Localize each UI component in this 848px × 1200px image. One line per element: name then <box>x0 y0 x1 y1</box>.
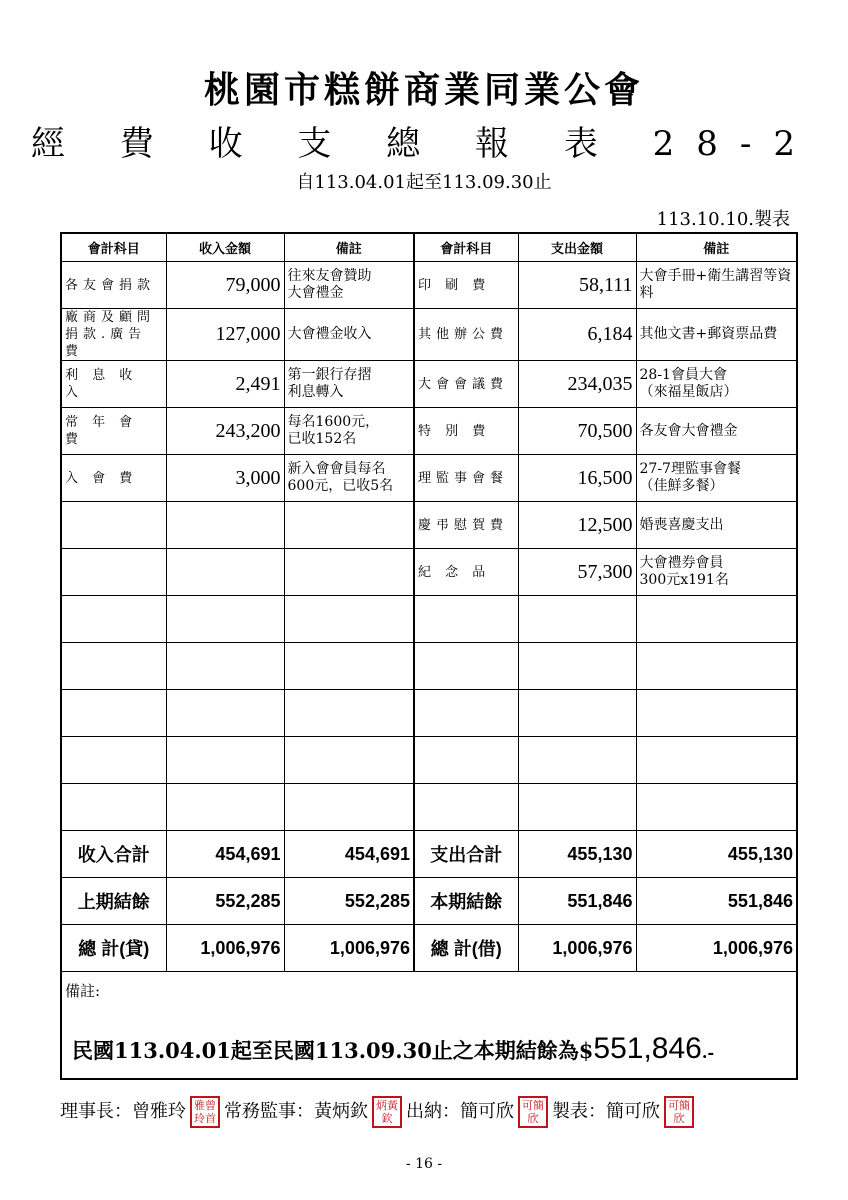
income-amount <box>166 784 284 831</box>
expense-note: 27-7理監事會餐 （佳鮮多餐） <box>636 455 797 502</box>
signature-label: 常務監事：黃炳欽 <box>224 1101 368 1122</box>
expense-amount <box>518 690 636 737</box>
table-row <box>61 361 797 408</box>
expense-amount <box>518 643 636 690</box>
expense-note <box>636 784 797 831</box>
income-item: 利 息 收 入 <box>61 361 166 408</box>
income-item: 入 會 費 <box>61 455 166 502</box>
expense-item: 其他辦公費 <box>414 309 518 361</box>
expense-amount <box>518 784 636 831</box>
expense-item: 印 刷 費 <box>414 262 518 309</box>
signature-label: 製表：簡可欣 <box>552 1101 660 1122</box>
seal-stamp: 雅曾 玲首 <box>190 1096 220 1128</box>
income-note: 新入會會員每名 600元，已收5名 <box>284 455 414 502</box>
page-number: - 16 - <box>405 1156 443 1172</box>
total-note: 552,285 <box>284 878 414 925</box>
expense-amount <box>518 737 636 784</box>
table-row <box>61 784 797 831</box>
expense-amount <box>518 596 636 643</box>
income-amount: 3,000 <box>166 455 284 502</box>
column-header: 會計科目 <box>414 233 518 262</box>
remark-label: 備註: <box>61 972 797 1021</box>
income-item <box>61 784 166 831</box>
expense-item: 大會會議費 <box>414 361 518 408</box>
income-amount <box>166 596 284 643</box>
expense-amount: 234,035 <box>518 361 636 408</box>
income-note <box>284 690 414 737</box>
column-header: 備註 <box>636 233 797 262</box>
total-amount: 454,691 <box>166 831 284 878</box>
income-note: 每名1600元， 已收152名 <box>284 408 414 455</box>
total-row <box>61 925 797 972</box>
income-amount <box>166 643 284 690</box>
income-note: 往來友會贊助 大會禮金 <box>284 262 414 309</box>
income-amount: 2,491 <box>166 361 284 408</box>
expense-note <box>636 737 797 784</box>
expense-amount: 58,111 <box>518 262 636 309</box>
income-amount <box>166 549 284 596</box>
income-note <box>284 502 414 549</box>
expense-note <box>636 596 797 643</box>
income-item <box>61 643 166 690</box>
income-item: 常 年 會 費 <box>61 408 166 455</box>
expense-item <box>414 784 518 831</box>
seal-stamp: 可簡 欣 <box>664 1096 694 1128</box>
expense-item <box>414 643 518 690</box>
column-header: 支出金額 <box>518 233 636 262</box>
balance-summary <box>61 1020 797 1079</box>
finance-table <box>60 232 798 1080</box>
total-note: 1,006,976 <box>636 925 797 972</box>
expense-item <box>414 737 518 784</box>
income-note: 第一銀行存摺 利息轉入 <box>284 361 414 408</box>
table-header-row <box>61 233 797 262</box>
total-amount: 455,130 <box>518 831 636 878</box>
total-label: 收入合計 <box>61 831 166 878</box>
summary-text: 民國113.04.01起至民國113.09.30止之本期結餘為$ <box>72 1038 594 1063</box>
income-item: 各友會捐款 <box>61 262 166 309</box>
total-amount: 1,006,976 <box>166 925 284 972</box>
income-item <box>61 596 166 643</box>
total-note: 551,846 <box>636 878 797 925</box>
total-note: 454,691 <box>284 831 414 878</box>
expense-amount: 6,184 <box>518 309 636 361</box>
expense-note: 大會禮券會員 300元x191名 <box>636 549 797 596</box>
total-note: 1,006,976 <box>284 925 414 972</box>
income-item <box>61 502 166 549</box>
expense-item <box>414 690 518 737</box>
expense-note: 各友會大會禮金 <box>636 408 797 455</box>
table-row <box>61 309 797 361</box>
total-label: 上期結餘 <box>61 878 166 925</box>
income-amount <box>166 690 284 737</box>
column-header: 會計科目 <box>61 233 166 262</box>
made-date: 113.10.10.製表 <box>656 209 790 230</box>
seal-stamp: 炳黃 欽 <box>372 1096 402 1128</box>
expense-amount: 16,500 <box>518 455 636 502</box>
income-note <box>284 596 414 643</box>
expense-note <box>636 643 797 690</box>
income-item <box>61 549 166 596</box>
income-amount <box>166 502 284 549</box>
income-note <box>284 549 414 596</box>
total-note: 455,130 <box>636 831 797 878</box>
total-label: 支出合計 <box>414 831 518 878</box>
table-row <box>61 690 797 737</box>
expense-item <box>414 596 518 643</box>
total-label: 總 計(借) <box>414 925 518 972</box>
remark-row <box>61 972 797 1021</box>
income-note: 大會禮金收入 <box>284 309 414 361</box>
expense-note: 大會手冊+衛生講習等資料 <box>636 262 797 309</box>
signature-label: 出納：簡可欣 <box>406 1101 514 1122</box>
income-note <box>284 737 414 784</box>
signature-line <box>60 1096 796 1128</box>
total-label: 本期結餘 <box>414 878 518 925</box>
total-amount: 551,846 <box>518 878 636 925</box>
income-note <box>284 643 414 690</box>
expense-note: 其他文書+郵資票品費 <box>636 309 797 361</box>
column-header: 收入金額 <box>166 233 284 262</box>
summary-amount: 551,846 <box>593 1032 702 1065</box>
summary-suffix: .- <box>701 1043 715 1062</box>
table-row <box>61 596 797 643</box>
table-row <box>61 737 797 784</box>
expense-item: 紀 念 品 <box>414 549 518 596</box>
signature-label: 理事長：曾雅玲 <box>60 1101 186 1122</box>
income-amount <box>166 737 284 784</box>
expense-note: 28-1會員大會 （來福星飯店） <box>636 361 797 408</box>
expense-item: 特 別 費 <box>414 408 518 455</box>
expense-item: 理監事會餐 <box>414 455 518 502</box>
table-row <box>61 408 797 455</box>
expense-item: 慶弔慰賀費 <box>414 502 518 549</box>
report-period: 自113.04.01起至113.09.30止 <box>296 172 552 193</box>
expense-note: 婚喪喜慶支出 <box>636 502 797 549</box>
seal-stamp: 可簡 欣 <box>518 1096 548 1128</box>
income-item <box>61 737 166 784</box>
income-note <box>284 784 414 831</box>
table-row <box>61 262 797 309</box>
total-amount: 552,285 <box>166 878 284 925</box>
income-amount: 127,000 <box>166 309 284 361</box>
table-row <box>61 549 797 596</box>
table-row <box>61 643 797 690</box>
organization-title: 桃園市糕餅商業同業公會 <box>203 69 644 111</box>
income-amount: 243,200 <box>166 408 284 455</box>
total-label: 總 計(貸) <box>61 925 166 972</box>
expense-amount: 12,500 <box>518 502 636 549</box>
income-item <box>61 690 166 737</box>
total-row <box>61 831 797 878</box>
summary-row <box>61 1020 797 1079</box>
table-row <box>61 502 797 549</box>
total-row <box>61 878 797 925</box>
column-header: 備註 <box>284 233 414 262</box>
expense-note <box>636 690 797 737</box>
total-amount: 1,006,976 <box>518 925 636 972</box>
table-row <box>61 455 797 502</box>
income-item: 廠商及顧問 捐款.廣告費 <box>61 309 166 361</box>
income-amount: 79,000 <box>166 262 284 309</box>
expense-amount: 57,300 <box>518 549 636 596</box>
expense-amount: 70,500 <box>518 408 636 455</box>
report-title: 經 費 收 支 總 報 表 28-2 <box>30 124 818 164</box>
